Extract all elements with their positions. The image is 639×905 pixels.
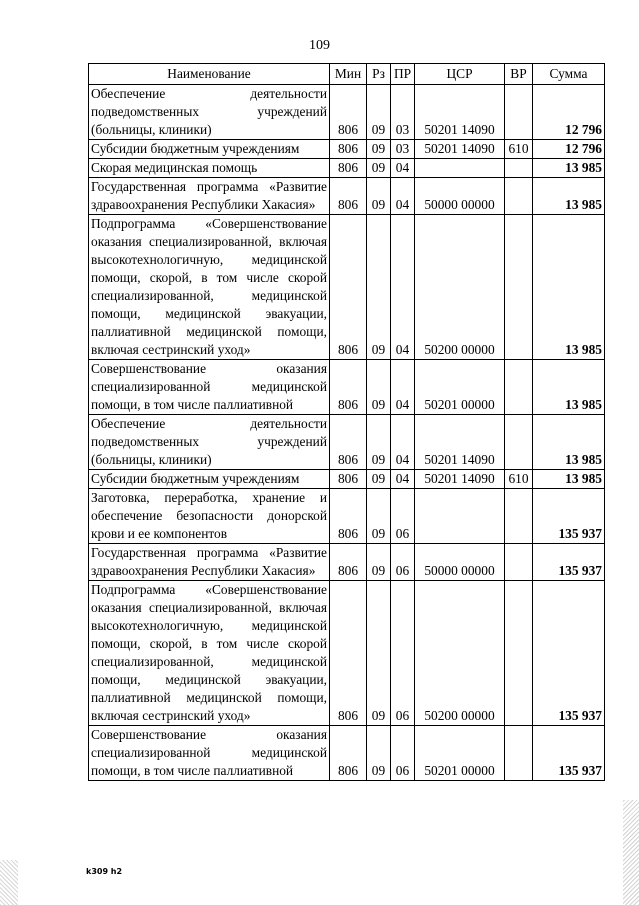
table-row — [89, 581, 605, 726]
row-vr — [505, 415, 533, 470]
row-name: Обеспечение деятельности подведомственных учреждений (больницы, клиники) — [89, 85, 330, 140]
table-row — [89, 178, 605, 215]
row-min: 806 — [330, 215, 367, 360]
row-vr — [505, 215, 533, 360]
row-vr — [505, 85, 533, 140]
row-csr — [415, 159, 505, 178]
row-vr — [505, 581, 533, 726]
table-row — [89, 470, 605, 489]
table-row — [89, 159, 605, 178]
row-csr: 50201 14090 — [415, 415, 505, 470]
row-name: Государственная программа «Развитие здравоохранения Республики Хакасия» — [89, 544, 330, 581]
row-name: Государственная программа «Развитие здравоохранения Республики Хакасия» — [89, 178, 330, 215]
row-pr: 06 — [391, 726, 415, 781]
row-sum: 13 985 — [533, 215, 605, 360]
row-sum: 13 985 — [533, 360, 605, 415]
row-pr: 06 — [391, 544, 415, 581]
row-name: Субсидии бюджетным учреждениям — [89, 470, 330, 489]
row-sum: 135 937 — [533, 581, 605, 726]
row-min: 806 — [330, 178, 367, 215]
row-rz: 09 — [367, 544, 391, 581]
row-vr — [505, 360, 533, 415]
row-vr — [505, 489, 533, 544]
row-vr: 610 — [505, 470, 533, 489]
row-csr: 50201 00000 — [415, 360, 505, 415]
scan-noise-left — [0, 860, 18, 905]
header-csr: ЦСР — [415, 64, 505, 85]
row-csr: 50201 00000 — [415, 726, 505, 781]
header-vr: ВР — [505, 64, 533, 85]
row-rz: 09 — [367, 360, 391, 415]
row-csr: 50200 00000 — [415, 215, 505, 360]
row-rz: 09 — [367, 726, 391, 781]
row-name: Совершенствование оказания специализированной медицинской помощи, в том числе паллиативной — [89, 726, 330, 781]
row-csr: 50201 14090 — [415, 470, 505, 489]
row-sum: 13 985 — [533, 415, 605, 470]
row-vr — [505, 726, 533, 781]
row-pr: 06 — [391, 489, 415, 544]
row-name: Подпрограмма «Совершенствование оказания специализированной, включая высокотехнологичную, медицинской помощи, скорой, в том числе скорой специализированной, медицинской помощи, медицинской эвакуации, паллиативной медицинской помощи, включая сестринский уход» — [89, 215, 330, 360]
row-min: 806 — [330, 726, 367, 781]
row-rz: 09 — [367, 159, 391, 178]
table-row — [89, 544, 605, 581]
row-rz: 09 — [367, 489, 391, 544]
row-sum: 13 985 — [533, 159, 605, 178]
row-name: Обеспечение деятельности подведомственных учреждений (больницы, клиники) — [89, 415, 330, 470]
row-name: Подпрограмма «Совершенствование оказания специализированной, включая высокотехнологичную, медицинской помощи, скорой, в том числе скорой специализированной, медицинской помощи, медицинской эвакуации, паллиативной медицинской помощи, включая сестринский уход» — [89, 581, 330, 726]
row-name: Субсидии бюджетным учреждениям — [89, 140, 330, 159]
row-pr: 04 — [391, 415, 415, 470]
row-rz: 09 — [367, 178, 391, 215]
row-pr: 03 — [391, 85, 415, 140]
row-sum: 135 937 — [533, 726, 605, 781]
row-sum: 12 796 — [533, 140, 605, 159]
row-min: 806 — [330, 470, 367, 489]
row-sum: 13 985 — [533, 470, 605, 489]
header-rz: Рз — [367, 64, 391, 85]
row-pr: 03 — [391, 140, 415, 159]
table-row — [89, 489, 605, 544]
row-vr: 610 — [505, 140, 533, 159]
row-csr: 50000 00000 — [415, 178, 505, 215]
row-min: 806 — [330, 140, 367, 159]
row-min: 806 — [330, 581, 367, 726]
row-pr: 04 — [391, 215, 415, 360]
header-min: Мин — [330, 64, 367, 85]
row-rz: 09 — [367, 215, 391, 360]
row-min: 806 — [330, 415, 367, 470]
row-min: 806 — [330, 85, 367, 140]
row-vr — [505, 178, 533, 215]
row-pr: 04 — [391, 159, 415, 178]
table-row — [89, 415, 605, 470]
row-name: Совершенствование оказания специализированной медицинской помощи, в том числе паллиативной — [89, 360, 330, 415]
row-min: 806 — [330, 360, 367, 415]
row-csr: 50201 14090 — [415, 85, 505, 140]
table-row — [89, 140, 605, 159]
row-name: Скорая медицинская помощь — [89, 159, 330, 178]
table-row — [89, 726, 605, 781]
row-pr: 04 — [391, 470, 415, 489]
row-min: 806 — [330, 544, 367, 581]
table-row — [89, 215, 605, 360]
budget-table — [88, 63, 605, 781]
row-rz: 09 — [367, 581, 391, 726]
row-rz: 09 — [367, 140, 391, 159]
table-row — [89, 85, 605, 140]
row-pr: 04 — [391, 360, 415, 415]
row-sum: 13 985 — [533, 178, 605, 215]
row-sum: 135 937 — [533, 544, 605, 581]
scan-noise-right — [623, 800, 639, 905]
row-vr — [505, 544, 533, 581]
row-pr: 06 — [391, 581, 415, 726]
row-csr: 50201 14090 — [415, 140, 505, 159]
header-name: Наименование — [89, 64, 330, 85]
row-vr — [505, 159, 533, 178]
row-csr: 50000 00000 — [415, 544, 505, 581]
row-csr — [415, 489, 505, 544]
row-csr: 50200 00000 — [415, 581, 505, 726]
row-min: 806 — [330, 159, 367, 178]
row-min: 806 — [330, 489, 367, 544]
footer-code: k309 h2 — [86, 867, 123, 876]
page-number: 109 — [309, 38, 330, 53]
row-name: Заготовка, переработка, хранение и обеспечение безопасности донорской крови и ее компонентов — [89, 489, 330, 544]
row-sum: 135 937 — [533, 489, 605, 544]
header-pr: ПР — [391, 64, 415, 85]
table-row — [89, 360, 605, 415]
row-rz: 09 — [367, 415, 391, 470]
table-header-row — [89, 64, 605, 85]
row-pr: 04 — [391, 178, 415, 215]
row-rz: 09 — [367, 85, 391, 140]
row-rz: 09 — [367, 470, 391, 489]
header-sum: Сумма — [533, 64, 605, 85]
row-sum: 12 796 — [533, 85, 605, 140]
